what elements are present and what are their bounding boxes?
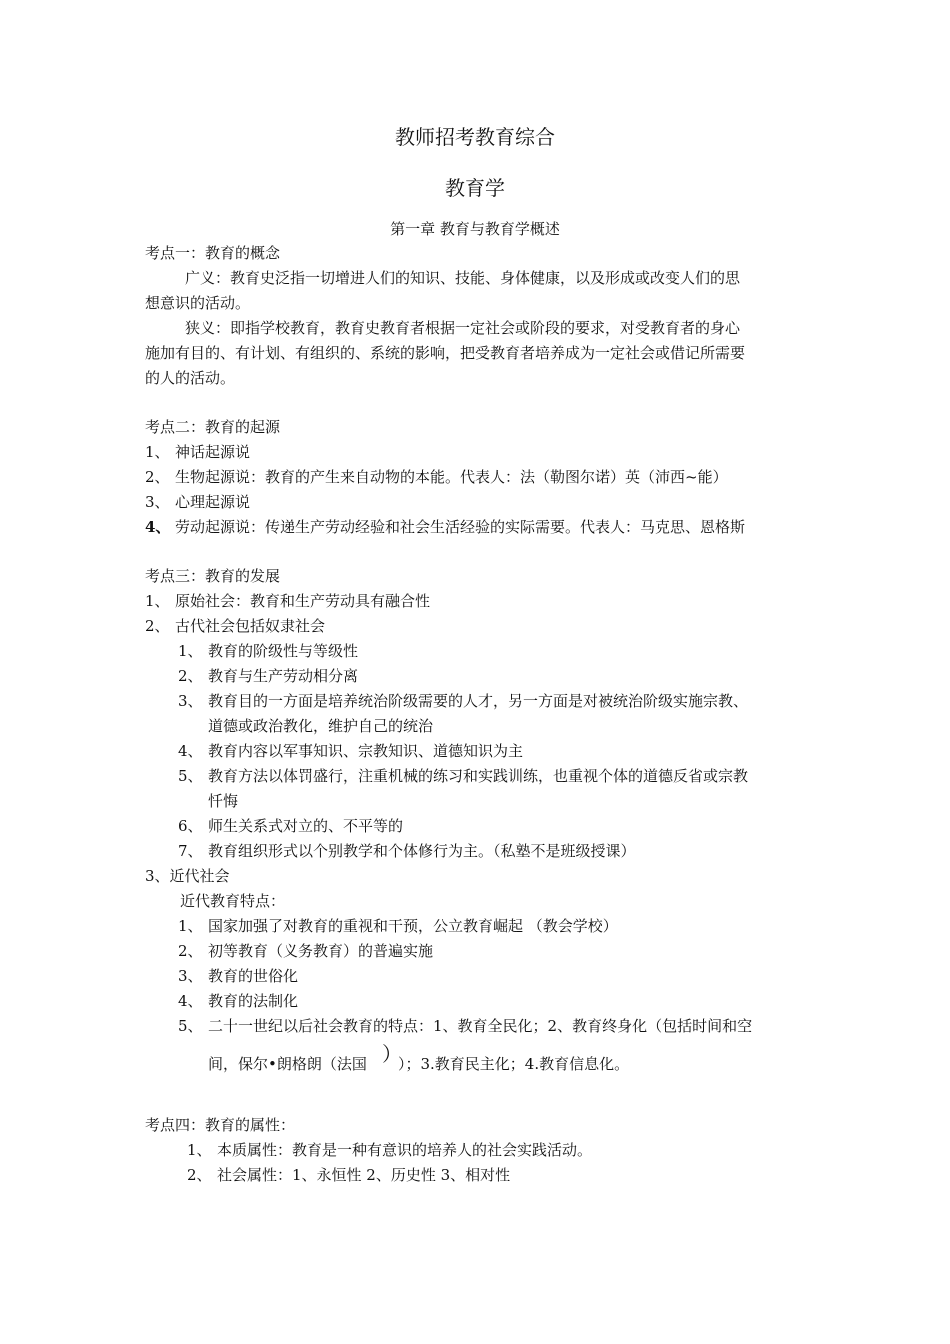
paragraph-line: 狭义：即指学校教育，教育史教育者根据一定社会或阶段的要求，对受教育者的身心 (185, 319, 741, 337)
list-number: 2、 (145, 617, 170, 635)
list-number: 1、 (145, 592, 170, 610)
list-item: 本质属性：教育是一种有意识的培养人的社会实践活动。 (217, 1141, 593, 1159)
sublist-number: 3、 (178, 967, 203, 985)
list-item: 古代社会包括奴隶社会 (175, 617, 326, 635)
paragraph-line: 想意识的活动。 (145, 294, 251, 312)
list-item: 社会属性：1、永恒性 2、历史性 3、相对性 (217, 1166, 511, 1184)
sublist-item: 教育组织形式以个别教学和个体修行为主。（私塾不是班级授课） (208, 842, 636, 860)
sublist-item: 教育方法以体罚盛行，注重机械的练习和实践训练，也重视个体的道德反省或宗教 (208, 767, 749, 785)
sublist-number: 6、 (178, 817, 203, 835)
list-item: 神话起源说 (175, 443, 251, 461)
list-item: 原始社会：教育和生产劳动具有融合性 (175, 592, 431, 610)
list-item: 生物起源说：教育的产生来自动物的本能。代表人：法（勒图尔诺）英（沛西~能） (175, 468, 728, 486)
list-number: 1、 (187, 1141, 212, 1159)
document-subtitle: 教育学 (445, 176, 505, 200)
sublist-item: 教育内容以军事知识、宗教知识、道德知识为主 (208, 742, 524, 760)
sublist-item: 教育的世俗化 (208, 967, 299, 985)
list-number: 2、 (187, 1166, 212, 1184)
list-number: 4、 (145, 518, 171, 536)
sublist-number: 2、 (178, 942, 203, 960)
sublist-number: 1、 (178, 642, 203, 660)
sublist-item: 初等教育（义务教育）的普遍实施 (208, 942, 434, 960)
paragraph-line: 的人的活动。 (145, 369, 236, 387)
chapter-heading: 第一章 教育与教育学概述 (390, 220, 560, 238)
sublist-number: 4、 (178, 742, 203, 760)
section-heading-2: 考点二：教育的起源 (145, 418, 281, 436)
sublist-item: 教育与生产劳动相分离 (208, 667, 359, 685)
sublist-number: 7、 (178, 842, 203, 860)
sublist-number: 5、 (178, 1017, 203, 1035)
paragraph-line: 施加有目的、有计划、有组织的、系统的影响，把受教育者培养成为一定社会或借记所需要 (145, 344, 746, 362)
sublist-number: 5、 (178, 767, 203, 785)
list-number: 3、 (145, 493, 170, 511)
sublist-item: 教育的法制化 (208, 992, 299, 1010)
list-item-modern: 3、近代社会 (145, 867, 230, 885)
sublist-item: 教育的阶级性与等级性 (208, 642, 359, 660)
list-number: 1、 (145, 443, 170, 461)
section-heading-4: 考点四：教育的属性： (145, 1116, 296, 1134)
sublist-item-continued: 道德或政治教化，维护自己的统治 (208, 717, 434, 735)
sublist-item-continued: ）；3.教育民主化；4.教育信息化。 (398, 1055, 630, 1073)
sublist-item-continued: 忏悔 (208, 792, 239, 810)
sublist-number: 1、 (178, 917, 203, 935)
sublist-number: 2、 (178, 667, 203, 685)
list-number: 2、 (145, 468, 170, 486)
section-heading-3: 考点三：教育的发展 (145, 567, 281, 585)
sublist-number: 4、 (178, 992, 203, 1010)
document-title: 教师招考教育综合 (395, 125, 555, 149)
section-heading-1: 考点一：教育的概念 (145, 244, 281, 262)
paragraph-line: 广义：教育史泛指一切增进人们的知识、技能、身体健康，以及形成或改变人们的思 (185, 269, 741, 287)
sublist-item: 国家加强了对教育的重视和干预，公立教育崛起 （教会学校） (208, 917, 618, 935)
sublist-item: 教育目的一方面是培养统治阶级需要的人才，另一方面是对被统治阶级实施宗教、 (208, 692, 749, 710)
sublist-item-continued: 间，保尔•朗格朗（法国 (208, 1055, 367, 1073)
raised-paren: ） (382, 1042, 402, 1066)
sublist-item: 师生关系式对立的、不平等的 (208, 817, 404, 835)
list-item: 劳动起源说：传递生产劳动经验和社会生活经验的实际需要。代表人：马克思、恩格斯 (175, 518, 746, 536)
sublist-item: 二十一世纪以后社会教育的特点：1、教育全民化；2、教育终身化（包括时间和空 (208, 1017, 753, 1035)
sublist-number: 3、 (178, 692, 203, 710)
modern-subheading: 近代教育特点： (180, 892, 286, 910)
list-item: 心理起源说 (175, 493, 251, 511)
